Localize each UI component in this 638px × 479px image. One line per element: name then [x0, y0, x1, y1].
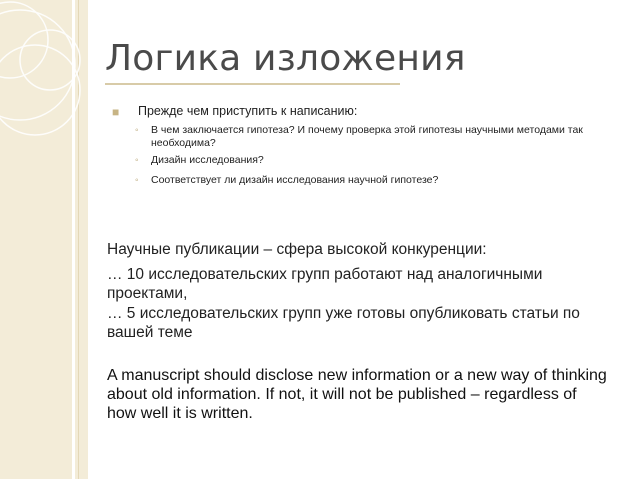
ring-bullet-icon: ◦	[135, 155, 139, 166]
ring-bullet-icon: ◦	[135, 125, 139, 136]
competition-heading: Научные публикации – сфера высокой конкуренции:	[107, 241, 487, 258]
main-bullet-text: Прежде чем приступить к написанию:	[138, 104, 358, 118]
sub-bullet-text: В чем заключается гипотеза? И почему проверка этой гипотезы научными методами так необходима?	[151, 124, 583, 149]
ring-bullet-icon: ◦	[135, 175, 139, 186]
main-bullet	[112, 104, 357, 118]
sub-bullet	[135, 124, 605, 150]
english-quote: A manuscript should disclose new information or a new way of thinking about old information. If not, it will not be published – regardless of how well it is written.	[107, 367, 607, 422]
competition-point: … 5 исследовательских групп уже готовы опубликовать статьи по вашей теме	[107, 305, 580, 341]
title-underline	[105, 83, 400, 85]
sub-bullet-text: Соответствует ли дизайн исследования научной гипотезе?	[151, 174, 439, 186]
sub-bullet	[135, 154, 605, 167]
competition-point: … 10 исследовательских групп работают над аналогичными проектами,	[107, 266, 543, 302]
sub-bullet-text: Дизайн исследования?	[151, 154, 264, 166]
slide-title: Логика изложения	[105, 38, 466, 79]
sub-bullet	[135, 174, 605, 187]
decorative-circles-icon	[0, 0, 90, 170]
bullet-icon: ■	[112, 105, 120, 119]
